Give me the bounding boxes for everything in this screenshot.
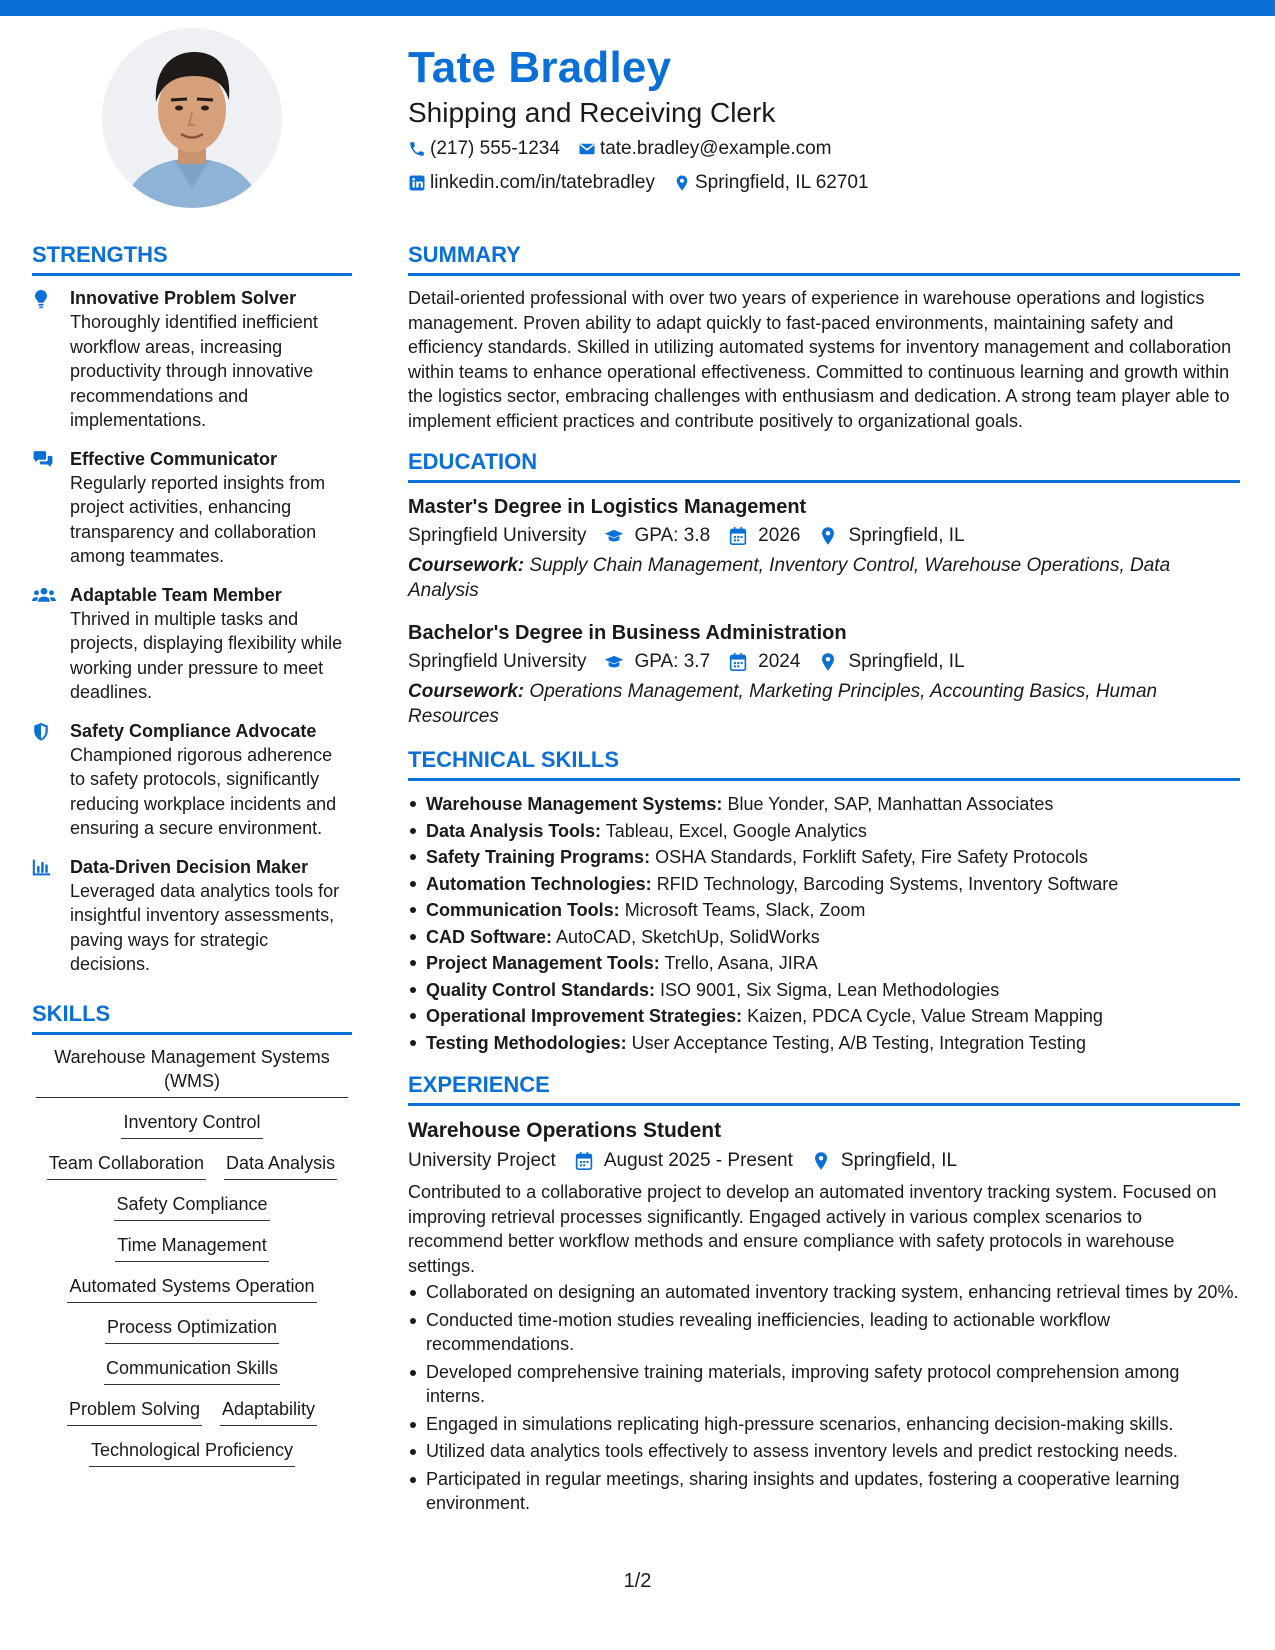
education-meta [408, 521, 1240, 551]
skill-tag: Technological Proficiency [89, 1438, 295, 1467]
school-name: Springfield University [408, 651, 587, 672]
location-text: Springfield, IL [848, 651, 965, 672]
list-item: Utilized data analytics tools effectively to assess inventory levels and predict restocking needs. [408, 1439, 1240, 1464]
skill-tag: Adaptability [220, 1397, 317, 1426]
education-meta [408, 647, 1240, 677]
experience-bullets [408, 1280, 1240, 1516]
map-pin-icon [818, 526, 838, 546]
tech-skill-value: OSHA Standards, Forklift Safety, Fire Safety Protocols [655, 847, 1088, 867]
strength-item [32, 855, 352, 977]
strength-desc: Regularly reported insights from project activities, enhancing transparency and collaboration among teammates. [70, 472, 326, 566]
candidate-name: Tate Bradley [408, 43, 672, 92]
technical-skills-heading: TECHNICAL SKILLS [408, 745, 1240, 781]
tech-skill-value: Kaizen, PDCA Cycle, Value Stream Mapping [747, 1006, 1103, 1026]
tech-skill-value: User Acceptance Testing, A/B Testing, Integration Testing [631, 1032, 1086, 1053]
list-item [408, 1030, 1240, 1057]
tech-skill-value: Tableau, Excel, Google Analytics [605, 820, 867, 841]
tech-skill-value: ISO 9001, Six Sigma, Lean Methodologies [660, 979, 1000, 1000]
tech-skill-value: Blue Yonder, SAP, Manhattan Associates [727, 794, 1054, 814]
skill-tag: Safety Compliance [114, 1192, 269, 1221]
year-text: 2026 [758, 525, 801, 546]
tech-skill-label: Quality Control Standards: [426, 979, 656, 1000]
skill-tag: Inventory Control [121, 1110, 262, 1139]
tech-skill-value: RFID Technology, Barcoding Systems, Inventory Software [656, 873, 1119, 894]
strength-title: Innovative Problem Solver [70, 288, 297, 308]
list-item [408, 924, 1240, 951]
phone-contact[interactable] [408, 134, 560, 164]
tech-skill-value: Trello, Asana, JIRA [664, 953, 818, 973]
contact-row-2 [408, 168, 1228, 198]
map-pin-icon [811, 1151, 831, 1171]
tech-skill-label: Operational Improvement Strategies: [426, 1006, 743, 1026]
skill-tag: Communication Skills [104, 1356, 280, 1385]
strength-title: Effective Communicator [70, 448, 278, 469]
strength-title: Data-Driven Decision Maker [70, 856, 309, 877]
school-name: Springfield University [408, 525, 587, 546]
summary-heading: SUMMARY [408, 240, 1240, 276]
calendar-icon [728, 652, 748, 672]
phone-icon [408, 140, 426, 158]
tech-skill-label: Data Analysis Tools: [426, 820, 602, 841]
list-item: Participated in regular meetings, sharing insights and updates, fostering a cooperative learning environment. [408, 1467, 1240, 1516]
strength-title: Adaptable Team Member [70, 584, 282, 605]
list-item [408, 950, 1240, 977]
experience-heading: EXPERIENCE [408, 1070, 1240, 1106]
skill-tag: Warehouse Management Systems (WMS) [36, 1045, 348, 1098]
linkedin-text: linkedin.com/in/tatebradley [430, 172, 655, 193]
map-pin-icon [673, 174, 691, 192]
coursework-text: Operations Management, Marketing Principles, Accounting Basics, Human Resources [408, 681, 1158, 727]
summary-text: Detail-oriented professional with over two years of experience in warehouse operations and logistics management. Proven ability to adapt quickly to fast-paced environments, maintaining safety and efficiency standards. Skilled in utilizing automated systems for inventory management and collaboration within teams to enhance operational effectiveness. Committed to continuous learning and growth within the logistics sector, embracing challenges with enthusiasm and dedication. A strong team player able to implement efficient practices and contribute positively to organizational goals. [408, 288, 1232, 431]
degree-title: Bachelor's Degree in Business Administration [408, 622, 847, 644]
experience-meta [408, 1146, 1240, 1176]
tech-skill-label: CAD Software: [426, 926, 553, 947]
location-text: Springfield, IL [848, 525, 965, 546]
technical-skills-list [408, 791, 1240, 1056]
coursework-label: Coursework: [408, 555, 525, 576]
coursework-text: Supply Chain Management, Inventory Control, Warehouse Operations, Data Analysis [408, 555, 1171, 601]
calendar-icon [574, 1151, 594, 1171]
page-number: 1/2 [623, 1570, 652, 1592]
tech-skill-label: Project Management Tools: [426, 953, 660, 973]
skill-tag: Problem Solving [67, 1397, 202, 1426]
top-accent-bar [0, 0, 1275, 16]
strength-desc: Thrived in multiple tasks and projects, displaying flexibility while working under pressure to meet deadlines. [70, 608, 343, 702]
dates-text: August 2025 - Present [603, 1150, 793, 1171]
strength-desc: Thoroughly identified inefficient workflow areas, increasing productivity through innovative recommendations and implementations. [70, 312, 318, 430]
skill-tag: Data Analysis [224, 1151, 337, 1180]
skill-tag: Process Optimization [105, 1315, 279, 1344]
tech-skill-label: Warehouse Management Systems: [426, 794, 723, 814]
list-item [408, 818, 1240, 845]
calendar-icon [728, 526, 748, 546]
list-item [408, 1003, 1240, 1030]
left-column [32, 240, 352, 1479]
avatar [102, 28, 282, 208]
tech-skill-value: Microsoft Teams, Slack, Zoom [624, 900, 866, 920]
graduation-cap-icon [604, 526, 624, 546]
education-heading: EDUCATION [408, 447, 1240, 483]
list-item: Collaborated on designing an automated inventory tracking system, enhancing retrieval times by 20%. [408, 1280, 1240, 1305]
list-item [408, 844, 1240, 871]
map-pin-icon [818, 652, 838, 672]
lightbulb-icon [32, 286, 70, 433]
list-item: Engaged in simulations replicating high-pressure scenarios, enhancing decision-making skills. [408, 1412, 1240, 1437]
tech-skill-label: Communication Tools: [426, 900, 620, 920]
education-entry [408, 619, 1240, 729]
strengths-heading: STRENGTHS [32, 240, 352, 276]
experience-entry [408, 1116, 1240, 1516]
year-text: 2024 [758, 651, 801, 672]
tech-skill-label: Safety Training Programs: [426, 847, 651, 867]
skills-heading: SKILLS [32, 999, 352, 1035]
coursework [408, 679, 1240, 729]
chat-bubbles-icon [32, 447, 70, 569]
location-text: Springfield, IL 62701 [694, 172, 869, 193]
resume-header [408, 40, 1228, 198]
right-column [408, 240, 1240, 1519]
skill-tag: Time Management [115, 1233, 268, 1262]
email-text: tate.bradley@example.com [599, 138, 832, 159]
users-icon [32, 583, 70, 705]
list-item [408, 897, 1240, 924]
experience-description: Contributed to a collaborative project to develop an automated inventory tracking system. Focused on improving retrieval processes significantly. Engaged actively in various complex scenarios to recommend better workflow methods and ensure compliance with safety protocols in warehouse settings. [408, 1182, 1217, 1276]
degree-title: Master's Degree in Logistics Management [408, 496, 807, 518]
job-title: Shipping and Receiving Clerk [408, 97, 776, 128]
shield-icon [32, 719, 70, 841]
list-item [408, 871, 1240, 898]
strength-desc: Championed rigorous adherence to safety protocols, significantly reducing workplace incidents and ensuring a secure environment. [70, 744, 337, 838]
bar-chart-icon [32, 855, 70, 977]
gpa-text: GPA: 3.8 [634, 525, 711, 546]
linkedin-contact[interactable] [408, 168, 655, 198]
phone-text: (217) 555-1234 [430, 138, 560, 159]
strength-desc: Leveraged data analytics tools for insightful inventory assessments, paving ways for strategic decisions. [70, 880, 340, 974]
experience-title: Warehouse Operations Student [408, 1119, 722, 1142]
tech-skill-value: AutoCAD, SketchUp, SolidWorks [556, 926, 820, 947]
list-item [408, 977, 1240, 1004]
location-text: Springfield, IL [840, 1150, 958, 1171]
tech-skill-label: Automation Technologies: [426, 873, 652, 894]
skills-list [32, 1045, 352, 1479]
linkedin-icon [408, 174, 426, 192]
location-contact [673, 168, 869, 198]
list-item: Developed comprehensive training materials, improving safety protocol comprehension among interns. [408, 1360, 1240, 1409]
coursework-label: Coursework: [408, 681, 525, 702]
strength-item [32, 447, 352, 569]
envelope-icon [578, 140, 596, 158]
list-item [408, 791, 1240, 818]
strength-item [32, 286, 352, 433]
education-entry [408, 493, 1240, 603]
gpa-text: GPA: 3.7 [634, 651, 711, 672]
strength-item [32, 583, 352, 705]
strength-title: Safety Compliance Advocate [70, 720, 317, 741]
contact-row-1 [408, 134, 1228, 164]
organization-name: University Project [408, 1150, 556, 1171]
skill-tag: Automated Systems Operation [67, 1274, 316, 1303]
email-contact[interactable] [578, 134, 832, 164]
strength-item [32, 719, 352, 841]
tech-skill-label: Testing Methodologies: [426, 1032, 627, 1053]
list-item: Conducted time-motion studies revealing inefficiencies, leading to actionable workflow recommendations. [408, 1308, 1240, 1357]
graduation-cap-icon [604, 652, 624, 672]
coursework [408, 553, 1240, 603]
skill-tag: Team Collaboration [47, 1151, 206, 1180]
